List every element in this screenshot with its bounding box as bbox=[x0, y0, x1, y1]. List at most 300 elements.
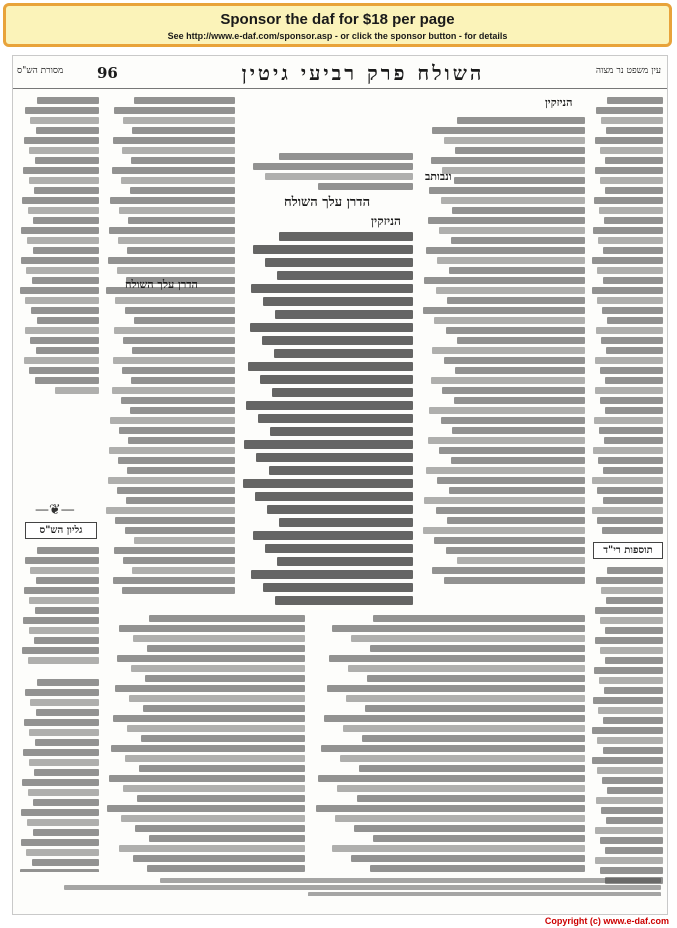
tosafot-rid-column bbox=[591, 564, 663, 884]
text-line bbox=[35, 377, 99, 384]
text-line bbox=[454, 177, 585, 184]
bottom-commentary-far-left bbox=[19, 676, 99, 872]
text-line bbox=[20, 869, 99, 872]
text-line bbox=[121, 397, 235, 404]
text-line bbox=[30, 117, 99, 124]
text-line bbox=[29, 627, 99, 634]
text-line bbox=[598, 457, 663, 464]
text-line bbox=[123, 117, 235, 124]
text-line bbox=[134, 317, 235, 324]
text-line bbox=[133, 635, 305, 642]
text-line bbox=[449, 487, 585, 494]
text-line bbox=[436, 287, 585, 294]
text-line bbox=[115, 297, 235, 304]
text-line bbox=[455, 147, 585, 154]
text-line bbox=[431, 377, 585, 384]
text-line bbox=[108, 477, 235, 484]
text-line bbox=[598, 707, 663, 714]
text-line bbox=[606, 817, 663, 824]
bottom-commentary-left bbox=[105, 612, 305, 872]
text-line bbox=[343, 725, 585, 732]
text-line bbox=[593, 227, 663, 234]
text-line bbox=[337, 785, 585, 792]
text-line bbox=[346, 695, 585, 702]
text-line bbox=[133, 855, 305, 862]
text-line bbox=[127, 467, 235, 474]
text-line bbox=[603, 747, 663, 754]
text-line bbox=[449, 267, 585, 274]
rashi-opening-word: הניזקין bbox=[545, 96, 573, 109]
text-line bbox=[607, 317, 663, 324]
text-line bbox=[253, 163, 413, 170]
text-line bbox=[29, 177, 99, 184]
text-line bbox=[277, 557, 413, 566]
text-line bbox=[114, 547, 235, 554]
text-line bbox=[452, 207, 585, 214]
text-line bbox=[324, 715, 585, 722]
text-line bbox=[434, 537, 585, 544]
text-line bbox=[29, 729, 99, 736]
text-line bbox=[22, 197, 99, 204]
text-line bbox=[25, 107, 99, 114]
text-line bbox=[126, 497, 235, 504]
text-line bbox=[598, 237, 663, 244]
text-line bbox=[33, 829, 99, 836]
text-line bbox=[605, 187, 663, 194]
text-line bbox=[267, 505, 413, 514]
text-line bbox=[125, 307, 236, 314]
text-line bbox=[130, 407, 235, 414]
text-line bbox=[106, 507, 235, 514]
text-line bbox=[603, 717, 663, 724]
mishnah-opening-word: הניזקין bbox=[371, 214, 401, 228]
copyright-notice: Copyright (c) www.e-daf.com bbox=[544, 916, 669, 926]
text-line bbox=[113, 577, 235, 584]
text-line bbox=[365, 705, 585, 712]
text-line bbox=[432, 127, 585, 134]
left-reference: מסורת הש"ס bbox=[17, 66, 64, 76]
text-line bbox=[277, 271, 413, 280]
sponsor-banner[interactable] bbox=[3, 3, 672, 47]
text-line bbox=[370, 865, 585, 872]
text-line bbox=[253, 245, 413, 254]
text-line bbox=[370, 645, 585, 652]
text-line bbox=[594, 667, 663, 674]
text-line bbox=[452, 427, 585, 434]
text-line bbox=[160, 878, 661, 883]
text-line bbox=[351, 635, 585, 642]
text-line bbox=[137, 795, 305, 802]
text-line bbox=[602, 777, 663, 784]
right-reference: עין משפט נר מצוה bbox=[595, 66, 661, 76]
text-line bbox=[119, 427, 235, 434]
page-header bbox=[13, 61, 667, 87]
text-line bbox=[601, 117, 663, 124]
text-line bbox=[127, 247, 235, 254]
text-line bbox=[122, 367, 235, 374]
text-line bbox=[351, 855, 585, 862]
text-line bbox=[33, 247, 99, 254]
text-line bbox=[428, 217, 585, 224]
text-line bbox=[255, 492, 413, 501]
text-line bbox=[275, 310, 413, 319]
text-line bbox=[606, 347, 663, 354]
text-line bbox=[340, 755, 585, 762]
text-line bbox=[113, 715, 305, 722]
text-line bbox=[424, 277, 585, 284]
sponsor-subtitle: See http://www.e-daf.com/sponsor.asp - or click the sponsor button - for details bbox=[167, 31, 508, 41]
text-line bbox=[131, 665, 305, 672]
text-line bbox=[437, 257, 585, 264]
text-line bbox=[26, 849, 99, 856]
text-line bbox=[451, 457, 585, 464]
text-line bbox=[594, 417, 663, 424]
text-line bbox=[457, 337, 585, 344]
text-line bbox=[29, 147, 99, 154]
text-line bbox=[321, 745, 585, 752]
text-line bbox=[432, 567, 585, 574]
text-line bbox=[36, 127, 99, 134]
text-line bbox=[442, 167, 585, 174]
text-line bbox=[434, 317, 585, 324]
text-line bbox=[595, 167, 663, 174]
text-line bbox=[603, 497, 663, 504]
text-line bbox=[149, 615, 305, 622]
text-line bbox=[269, 466, 413, 475]
text-line bbox=[112, 387, 236, 394]
text-line bbox=[318, 183, 413, 190]
gilyon-hashas-box: גליון הש"ס bbox=[25, 522, 97, 539]
text-line bbox=[265, 258, 413, 267]
text-line bbox=[25, 557, 99, 564]
mishnah-heading: הדרן עלך השולח bbox=[283, 195, 371, 210]
text-line bbox=[35, 739, 99, 746]
text-line bbox=[329, 655, 585, 662]
text-line bbox=[25, 327, 99, 334]
text-line bbox=[597, 267, 663, 274]
text-line bbox=[601, 587, 663, 594]
text-line bbox=[605, 407, 663, 414]
text-line bbox=[248, 362, 413, 371]
text-line bbox=[24, 357, 99, 364]
ein-mishpat-column bbox=[591, 94, 663, 534]
text-line bbox=[22, 779, 99, 786]
text-line bbox=[605, 627, 663, 634]
page-footnotes bbox=[19, 876, 661, 896]
talmud-page bbox=[12, 55, 668, 915]
text-line bbox=[607, 567, 663, 574]
text-line bbox=[348, 665, 585, 672]
text-line bbox=[21, 257, 99, 264]
text-line bbox=[29, 367, 99, 374]
text-line bbox=[31, 307, 99, 314]
text-line bbox=[274, 349, 413, 358]
text-line bbox=[432, 347, 585, 354]
text-line bbox=[439, 447, 585, 454]
text-line bbox=[318, 775, 585, 782]
text-line bbox=[444, 577, 585, 584]
text-line bbox=[27, 819, 99, 826]
text-line bbox=[64, 885, 661, 890]
text-line bbox=[23, 749, 99, 756]
text-line bbox=[111, 745, 305, 752]
text-line bbox=[263, 583, 413, 592]
text-line bbox=[132, 347, 235, 354]
text-line bbox=[114, 327, 235, 334]
text-line bbox=[279, 153, 413, 160]
text-line bbox=[457, 117, 585, 124]
text-line bbox=[592, 507, 663, 514]
text-line bbox=[262, 336, 413, 345]
text-line bbox=[117, 487, 235, 494]
text-line bbox=[457, 557, 585, 564]
text-line bbox=[141, 735, 305, 742]
text-line bbox=[600, 837, 663, 844]
rashi-column bbox=[421, 114, 585, 584]
text-line bbox=[373, 835, 585, 842]
text-line bbox=[429, 187, 585, 194]
text-line bbox=[250, 323, 413, 332]
text-line bbox=[595, 357, 663, 364]
text-line bbox=[607, 787, 663, 794]
text-line bbox=[597, 767, 663, 774]
text-line bbox=[131, 157, 235, 164]
text-line bbox=[123, 785, 305, 792]
text-line bbox=[429, 407, 585, 414]
text-line bbox=[113, 137, 235, 144]
text-line bbox=[22, 647, 99, 654]
text-line bbox=[373, 615, 585, 622]
text-line bbox=[128, 437, 235, 444]
text-line bbox=[601, 337, 663, 344]
text-line bbox=[600, 177, 663, 184]
text-line bbox=[246, 401, 413, 410]
text-line bbox=[29, 597, 99, 604]
text-line bbox=[35, 157, 99, 164]
text-line bbox=[27, 237, 99, 244]
text-line bbox=[24, 587, 99, 594]
text-line bbox=[600, 397, 663, 404]
text-line bbox=[35, 607, 99, 614]
text-line bbox=[593, 697, 663, 704]
text-line bbox=[605, 657, 663, 664]
text-line bbox=[442, 387, 585, 394]
tosafot-column bbox=[105, 94, 235, 594]
text-line bbox=[599, 677, 663, 684]
text-line bbox=[119, 207, 235, 214]
text-line bbox=[243, 479, 413, 488]
text-line bbox=[110, 417, 235, 424]
text-line bbox=[265, 544, 413, 553]
text-line bbox=[21, 809, 99, 816]
text-line bbox=[599, 207, 663, 214]
text-line bbox=[595, 857, 663, 864]
text-line bbox=[28, 789, 99, 796]
text-line bbox=[34, 637, 99, 644]
text-line bbox=[119, 625, 305, 632]
text-line bbox=[603, 277, 663, 284]
text-line bbox=[145, 675, 305, 682]
text-line bbox=[592, 287, 663, 294]
text-line bbox=[37, 547, 99, 554]
text-line bbox=[110, 197, 235, 204]
text-line bbox=[595, 137, 663, 144]
text-line bbox=[332, 625, 585, 632]
text-line bbox=[34, 187, 99, 194]
text-line bbox=[29, 759, 99, 766]
text-line bbox=[118, 237, 235, 244]
text-line bbox=[244, 440, 413, 449]
text-line bbox=[36, 347, 99, 354]
text-line bbox=[595, 637, 663, 644]
text-line bbox=[117, 655, 305, 662]
text-line bbox=[332, 845, 585, 852]
text-line bbox=[34, 769, 99, 776]
text-line bbox=[134, 537, 235, 544]
text-line bbox=[327, 685, 585, 692]
text-line bbox=[131, 377, 235, 384]
text-line bbox=[308, 892, 661, 896]
chapter-title: השולח פרק רביעי גיטין bbox=[241, 61, 485, 85]
text-line bbox=[439, 227, 585, 234]
text-line bbox=[21, 227, 99, 234]
text-line bbox=[446, 547, 585, 554]
text-line bbox=[24, 719, 99, 726]
text-line bbox=[431, 157, 585, 164]
text-line bbox=[444, 137, 585, 144]
text-line bbox=[253, 531, 413, 540]
text-line bbox=[25, 297, 99, 304]
text-line bbox=[132, 127, 235, 134]
text-line bbox=[600, 647, 663, 654]
text-line bbox=[135, 825, 305, 832]
ornament-divider: —❦— bbox=[35, 502, 75, 518]
text-line bbox=[426, 247, 585, 254]
text-line bbox=[260, 375, 413, 384]
text-line bbox=[607, 97, 663, 104]
text-line bbox=[55, 387, 99, 394]
text-line bbox=[597, 737, 663, 744]
gemara-top bbox=[241, 150, 413, 194]
text-line bbox=[33, 799, 99, 806]
text-line bbox=[115, 685, 305, 692]
text-line bbox=[444, 357, 585, 364]
text-line bbox=[139, 765, 305, 772]
text-line bbox=[121, 177, 235, 184]
text-line bbox=[596, 327, 663, 334]
text-line bbox=[36, 577, 99, 584]
text-line bbox=[33, 217, 99, 224]
page-number: 96 bbox=[97, 64, 118, 82]
text-line bbox=[107, 805, 305, 812]
text-line bbox=[265, 173, 413, 180]
text-line bbox=[128, 217, 235, 224]
text-line bbox=[37, 317, 99, 324]
text-line bbox=[455, 367, 585, 374]
text-line bbox=[279, 232, 413, 241]
text-line bbox=[23, 167, 99, 174]
text-line bbox=[441, 417, 585, 424]
text-line bbox=[114, 107, 235, 114]
text-line bbox=[147, 865, 305, 872]
text-line bbox=[147, 645, 305, 652]
text-line bbox=[32, 277, 99, 284]
text-line bbox=[446, 327, 585, 334]
text-line bbox=[606, 597, 663, 604]
text-line bbox=[125, 755, 305, 762]
text-line bbox=[37, 679, 99, 686]
text-line bbox=[118, 457, 235, 464]
text-line bbox=[600, 617, 663, 624]
text-line bbox=[595, 387, 663, 394]
text-line bbox=[36, 709, 99, 716]
text-line bbox=[437, 477, 585, 484]
text-line bbox=[109, 447, 235, 454]
text-line bbox=[359, 765, 585, 772]
tosafot-opening-word: ונבותב bbox=[425, 170, 452, 183]
text-line bbox=[129, 695, 305, 702]
text-line bbox=[424, 497, 585, 504]
text-line bbox=[20, 287, 99, 294]
text-line bbox=[270, 427, 413, 436]
text-line bbox=[600, 367, 663, 374]
text-line bbox=[423, 307, 585, 314]
text-line bbox=[595, 827, 663, 834]
text-line bbox=[592, 727, 663, 734]
text-line bbox=[593, 447, 663, 454]
text-line bbox=[251, 284, 413, 293]
text-line bbox=[423, 527, 585, 534]
text-line bbox=[26, 267, 99, 274]
text-line bbox=[149, 835, 305, 842]
text-line bbox=[354, 825, 585, 832]
text-line bbox=[30, 337, 99, 344]
text-line bbox=[256, 453, 413, 462]
tosafot-rid-box: תוספות רי"ד bbox=[593, 542, 663, 559]
text-line bbox=[25, 689, 99, 696]
text-line bbox=[592, 257, 663, 264]
text-line bbox=[37, 97, 99, 104]
text-line bbox=[426, 467, 585, 474]
text-line bbox=[600, 147, 663, 154]
text-line bbox=[597, 297, 663, 304]
text-line bbox=[454, 397, 585, 404]
text-line bbox=[263, 297, 413, 306]
text-line bbox=[28, 207, 99, 214]
text-line bbox=[109, 775, 305, 782]
text-line bbox=[602, 307, 663, 314]
text-line bbox=[603, 247, 663, 254]
text-line bbox=[428, 437, 585, 444]
text-line bbox=[279, 518, 413, 527]
text-line bbox=[132, 567, 235, 574]
sponsor-title: Sponsor the daf for $18 per page bbox=[220, 11, 455, 28]
gilyon-hashas-column bbox=[19, 544, 99, 664]
header-rule bbox=[13, 88, 667, 89]
text-line bbox=[601, 807, 663, 814]
text-line bbox=[258, 414, 413, 423]
text-line bbox=[599, 427, 663, 434]
text-line bbox=[23, 617, 99, 624]
text-line bbox=[272, 388, 413, 397]
text-line bbox=[24, 137, 99, 144]
text-line bbox=[596, 577, 663, 584]
text-line bbox=[596, 107, 663, 114]
text-line bbox=[122, 147, 235, 154]
text-line bbox=[597, 487, 663, 494]
text-line bbox=[123, 337, 235, 344]
text-line bbox=[316, 805, 585, 812]
